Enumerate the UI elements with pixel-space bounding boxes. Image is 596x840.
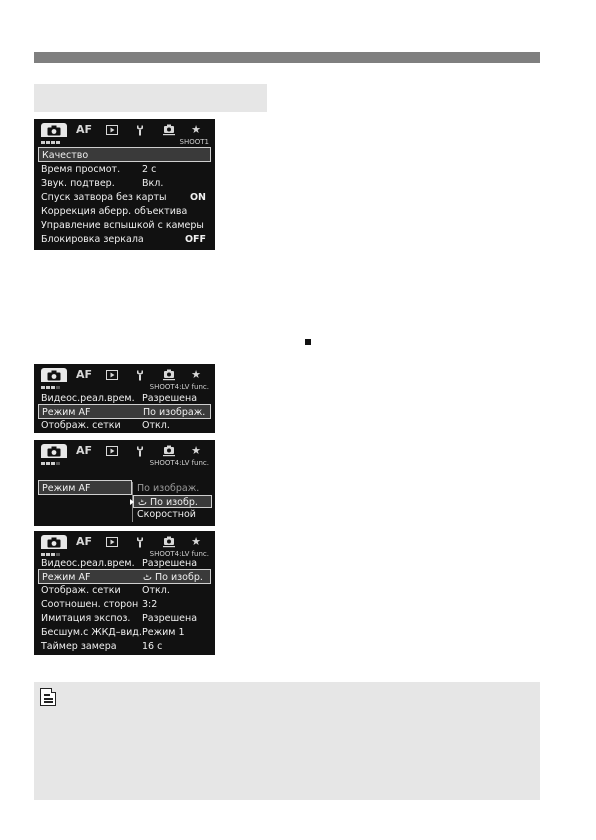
menu-tabs (34, 444, 215, 458)
playback-icon (106, 125, 118, 135)
menu-item-live-view[interactable]: Видеос.реал.врем. Разрешена (41, 393, 198, 404)
note-box (34, 682, 540, 800)
camera-menu-af-mode-dropdown (34, 440, 215, 526)
custom-functions-icon (162, 445, 176, 457)
tab-my-menu[interactable] (188, 368, 204, 382)
menu-id-label: SHOOT4:LV func. (149, 550, 209, 558)
tab-shooting[interactable] (41, 123, 67, 137)
menu-tabs (34, 368, 215, 382)
camera-icon (47, 537, 61, 548)
section-title-box (34, 84, 267, 112)
menu-item-grid-display[interactable]: Отображ. сетки Откл. (41, 585, 170, 596)
wrench-icon (135, 125, 145, 136)
wrench-icon (135, 537, 145, 548)
page-dots (41, 141, 61, 145)
camera-icon (47, 125, 61, 136)
tab-shooting[interactable] (41, 368, 67, 382)
tab-custom[interactable] (160, 535, 178, 549)
custom-functions-icon (162, 124, 176, 136)
playback-icon (106, 537, 118, 547)
tab-af[interactable]: AF (75, 444, 93, 457)
option-face-live-mode[interactable]: ٹ По изобр. (133, 495, 212, 508)
custom-functions-icon (162, 369, 176, 381)
menu-item-aspect-ratio[interactable]: Соотношен. сторон 3:2 (41, 599, 158, 610)
star-icon: ★ (191, 368, 201, 381)
tab-setup[interactable] (132, 535, 148, 549)
tab-my-menu[interactable] (188, 535, 204, 549)
menu-item-flash-control[interactable]: Управление вспышкой с камеры (41, 220, 204, 231)
tab-custom[interactable] (160, 368, 178, 382)
menu-item-af-mode[interactable]: Режим AF (38, 480, 132, 495)
tab-shooting[interactable] (41, 444, 67, 458)
tab-custom[interactable] (160, 444, 178, 458)
menu-item-metering-timer[interactable]: Таймер замера 16 с (41, 641, 163, 652)
playback-icon (106, 446, 118, 456)
menu-item-quality[interactable]: Качество (38, 147, 211, 162)
star-icon: ★ (191, 535, 201, 548)
tab-my-menu[interactable] (188, 123, 204, 137)
wrench-icon (135, 446, 145, 457)
tab-af[interactable]: AF (75, 535, 93, 548)
menu-item-review-time[interactable]: Время просмот. 2 с (41, 164, 157, 175)
star-icon: ★ (191, 123, 201, 136)
menu-id-label: SHOOT1 (179, 138, 209, 146)
menu-item-beep[interactable]: Звук. подтвер. Вкл. (41, 178, 164, 189)
pointer-icon (130, 499, 134, 505)
menu-item-silent-lv[interactable]: Бесшум.с ЖКД–вид. Режим 1 (41, 627, 185, 638)
menu-tabs (34, 123, 215, 137)
playback-icon (106, 370, 118, 380)
menu-item-release-no-card[interactable]: Спуск затвора без карты ON (41, 192, 206, 203)
tab-playback[interactable] (104, 444, 120, 458)
menu-item-exposure-sim[interactable]: Имитация экспоз. Разрешена (41, 613, 198, 624)
tab-playback[interactable] (104, 368, 120, 382)
af-mode-dropdown (132, 482, 212, 522)
camera-menu-shoot4-a (34, 364, 215, 433)
option-quick-mode[interactable]: Скоростной (137, 509, 196, 520)
tab-playback[interactable] (104, 535, 120, 549)
note-icon (40, 688, 56, 706)
wrench-icon (135, 370, 145, 381)
star-icon: ★ (191, 444, 201, 457)
tab-setup[interactable] (132, 368, 148, 382)
custom-functions-icon (162, 536, 176, 548)
menu-id-label: SHOOT4:LV func. (149, 459, 209, 467)
menu-item-af-mode[interactable]: Режим AF ٹ По изобр. (38, 569, 211, 584)
tab-shooting[interactable] (41, 535, 67, 549)
tab-setup[interactable] (132, 444, 148, 458)
tab-my-menu[interactable] (188, 444, 204, 458)
camera-menu-shoot1 (34, 119, 215, 250)
tab-playback[interactable] (104, 123, 120, 137)
menu-item-grid-display[interactable]: Отображ. сетки Откл. (41, 420, 170, 431)
menu-item-mirror-lockup[interactable]: Блокировка зеркала OFF (41, 234, 206, 245)
camera-menu-shoot4-b (34, 531, 215, 655)
page-header-bar (34, 52, 540, 63)
menu-item-af-mode[interactable]: Режим AF По изображ. (38, 404, 211, 419)
camera-icon (47, 370, 61, 381)
menu-item-lens-aberration[interactable]: Коррекция аберр. объектива (41, 206, 188, 217)
tab-af[interactable]: AF (75, 123, 93, 136)
tab-af[interactable]: AF (75, 368, 93, 381)
menu-id-label: SHOOT4:LV func. (149, 383, 209, 391)
menu-item-live-view[interactable]: Видеос.реал.врем. Разрешена (41, 558, 198, 569)
page-dots (41, 386, 61, 390)
menu-tabs (34, 535, 215, 549)
option-live-mode[interactable]: По изображ. (137, 483, 200, 494)
tab-custom[interactable] (160, 123, 178, 137)
page-dots (41, 462, 61, 466)
tab-setup[interactable] (132, 123, 148, 137)
camera-icon (47, 446, 61, 457)
bullet-square (305, 339, 311, 345)
